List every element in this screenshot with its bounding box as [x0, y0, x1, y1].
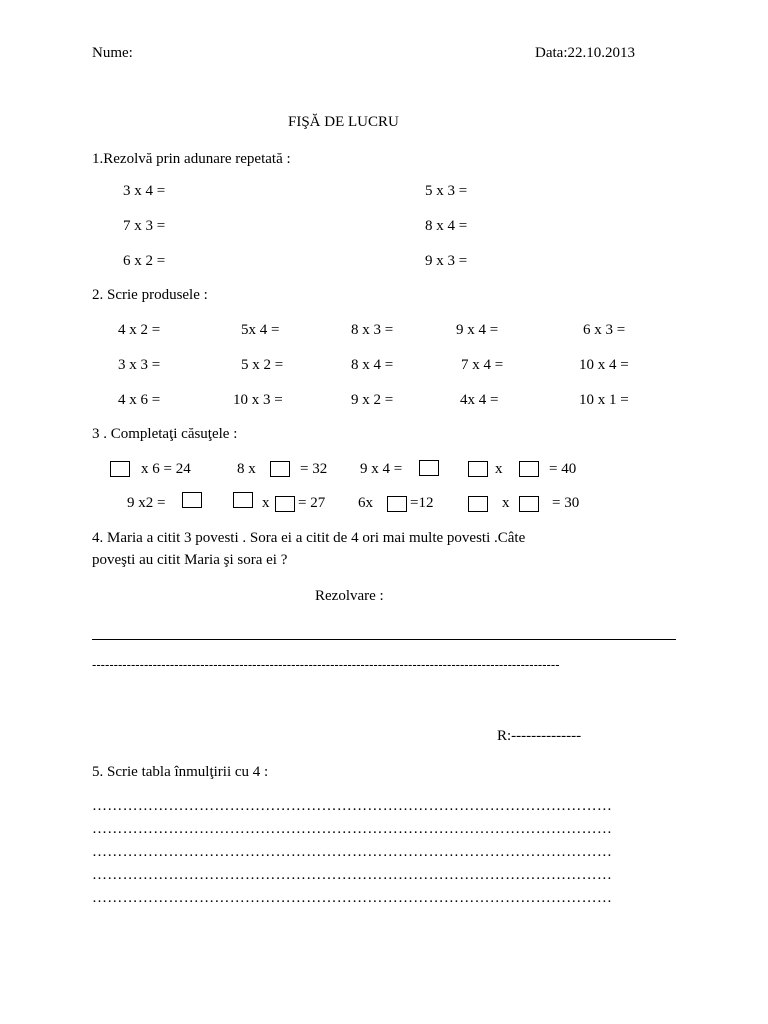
ex3-text: 9 x 4 =: [360, 461, 403, 477]
answer-box[interactable]: [233, 492, 253, 508]
ex3-text: 9 x2 =: [127, 495, 166, 511]
ex2-item: 3 x 3 =: [118, 357, 161, 373]
ex2-item: 10 x 4 =: [579, 357, 629, 373]
answer-box[interactable]: [270, 461, 290, 477]
ex3-text: x: [262, 495, 270, 511]
answer-box[interactable]: [275, 496, 295, 512]
dotted-line: …………………………………………………………………………………………: [92, 822, 613, 837]
page-title: FIŞĂ DE LUCRU: [288, 114, 399, 130]
ex1-item: 5 x 3 =: [425, 183, 468, 199]
ex2-item: 8 x 4 =: [351, 357, 394, 373]
ex3-text: = 27: [298, 495, 326, 511]
ex1-item: 3 x 4 =: [123, 183, 166, 199]
ex3-text: 6x: [358, 495, 373, 511]
ex2-item: 4x 4 =: [460, 392, 499, 408]
ex1-item: 9 x 3 =: [425, 253, 468, 269]
date-label: Data:22.10.2013: [535, 45, 635, 61]
solution-dash-line: ------------------------------------------------------------------------------------------------------------: [92, 658, 560, 671]
ex2-item: 4 x 2 =: [118, 322, 161, 338]
ex3-text: x 6 = 24: [141, 461, 191, 477]
solution-line: [92, 639, 676, 640]
ex2-heading: 2. Scrie produsele :: [92, 287, 208, 303]
answer-box[interactable]: [110, 461, 130, 477]
answer-box[interactable]: [468, 496, 488, 512]
ex1-item: 7 x 3 =: [123, 218, 166, 234]
ex2-item: 9 x 4 =: [456, 322, 499, 338]
ex3-text: 8 x: [237, 461, 256, 477]
ex2-item: 5 x 2 =: [241, 357, 284, 373]
ex2-item: 10 x 3 =: [233, 392, 283, 408]
answer-box[interactable]: [387, 496, 407, 512]
ex2-item: 9 x 2 =: [351, 392, 394, 408]
ex4-text-line1: 4. Maria a citit 3 povesti . Sora ei a citit de 4 ori mai multe povesti .Câte: [92, 530, 526, 546]
dotted-line: …………………………………………………………………………………………: [92, 868, 613, 883]
ex3-text: x: [502, 495, 510, 511]
ex1-item: 8 x 4 =: [425, 218, 468, 234]
ex3-text: =12: [410, 495, 434, 511]
ex1-item: 6 x 2 =: [123, 253, 166, 269]
ex2-item: 5x 4 =: [241, 322, 280, 338]
ex2-item: 6 x 3 =: [583, 322, 626, 338]
ex5-heading: 5. Scrie tabla înmulţirii cu 4 :: [92, 764, 269, 780]
ex2-item: 7 x 4 =: [461, 357, 504, 373]
answer-box[interactable]: [519, 496, 539, 512]
answer-box[interactable]: [182, 492, 202, 508]
dotted-line: …………………………………………………………………………………………: [92, 891, 613, 906]
solution-label: Rezolvare :: [315, 588, 384, 604]
ex2-item: 4 x 6 =: [118, 392, 161, 408]
answer-box[interactable]: [519, 461, 539, 477]
ex1-heading: 1.Rezolvă prin adunare repetată :: [92, 151, 291, 167]
answer-box[interactable]: [419, 460, 439, 476]
answer-line: R:--------------: [497, 728, 582, 744]
ex3-text: = 32: [300, 461, 328, 477]
dotted-line: …………………………………………………………………………………………: [92, 845, 613, 860]
name-label: Nume:: [92, 45, 133, 61]
ex3-heading: 3 . Completaţi căsuţele :: [92, 426, 238, 442]
ex3-text: = 30: [552, 495, 580, 511]
ex2-item: 10 x 1 =: [579, 392, 629, 408]
answer-box[interactable]: [468, 461, 488, 477]
ex2-item: 8 x 3 =: [351, 322, 394, 338]
ex4-text-line2: poveşti au citit Maria şi sora ei ?: [92, 552, 288, 568]
ex3-text: x: [495, 461, 503, 477]
ex3-text: = 40: [549, 461, 577, 477]
dotted-line: …………………………………………………………………………………………: [92, 799, 613, 814]
